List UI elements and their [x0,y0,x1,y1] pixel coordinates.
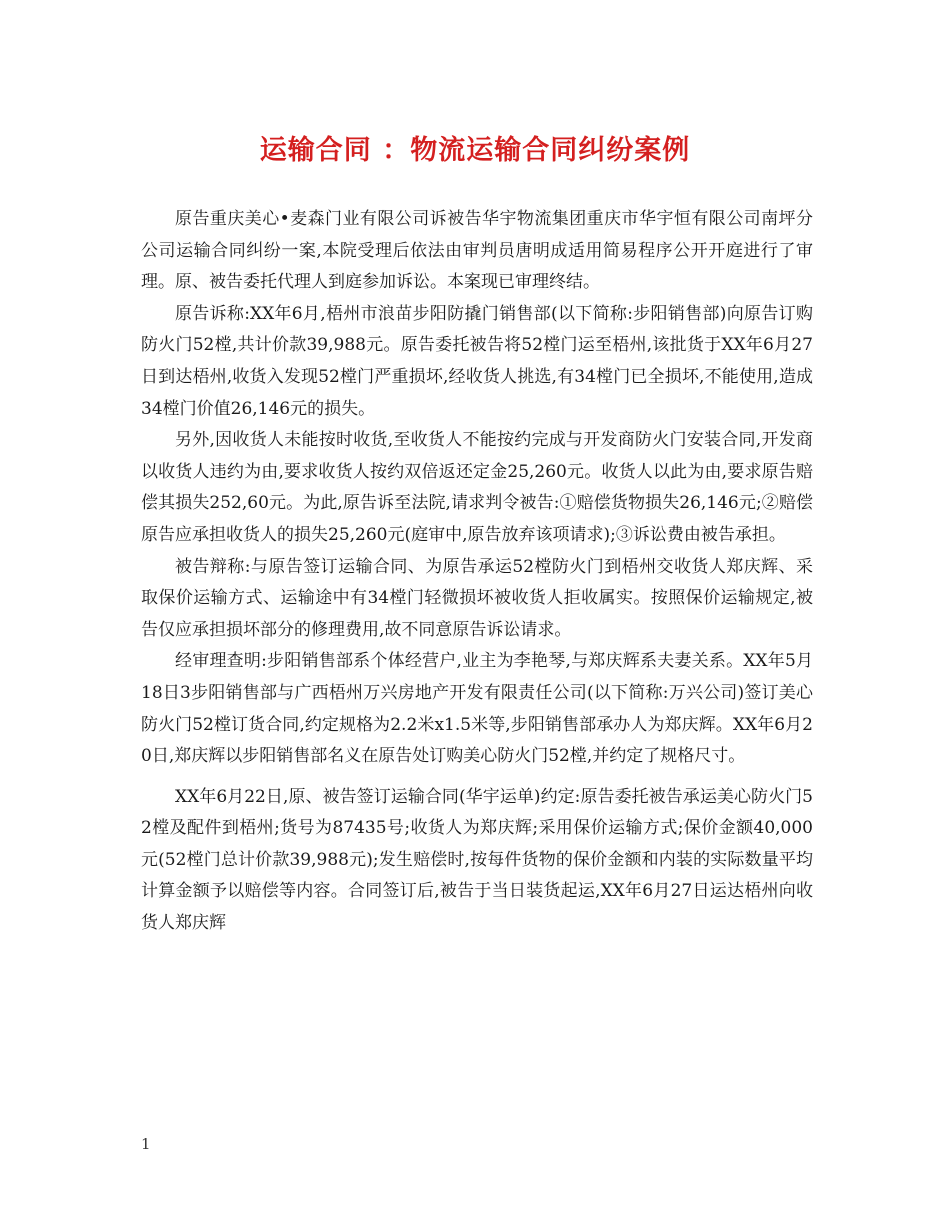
paragraph-court-findings: 经审理查明:步阳销售部系个体经营户,业主为李艳琴,与郑庆辉系夫妻关系。XX年5月18日3步阳销售部与广西梧州万兴房地产开发有限责任公司(以下简称:万兴公司)签订美心防火门52樘订货合同,约定规格为2.2米x1.5米等,步阳销售部承办人为郑庆辉。XX年6月20日,郑庆辉以步阳销售部名义在原告处订购美心防火门52樘,并约定了规格尺寸。 [141,651,813,767]
page-number: 1 [141,1135,151,1153]
paragraph-case-intro: 原告重庆美心•麦森门业有限公司诉被告华宇物流集团重庆市华宇恒有限公司南坪分公司运输合同纠纷一案,本院受理后依法由审判员唐明成适用简易程序公开开庭进行了审理。原、被告委托代理人到庭参加诉讼。本案现已审理终结。 [141,209,813,293]
document-title: 运输合同 ：物流运输合同纠纷案例 [259,135,691,166]
paragraph-plaintiff-claim: 原告诉称:XX年6月,梧州市浪苗步阳防撬门销售部(以下简称:步阳销售部)向原告订购防火门52樘,共计价款39,988元。原告委托被告将52樘门运至梧州,该批货于XX年6月27日到达梧州,收货入发现52樘门严重损坏,经收货人挑选,有34樘门已全损坏,不能使用,造成34樘门价值26,146元的损失。 [141,303,813,419]
paragraph-additional-claim: 另外,因收货人未能按时收货,至收货人不能按约完成与开发商防火门安装合同,开发商以收货人违约为由,要求收货人按约双倍返还定金25,260元。收货人以此为由,要求原告赔偿其损失252,60元。为此,原告诉至法院,请求判令被告:①赔偿货物损失26,146元;②赔偿原告应承担收货人的损失25,260元(庭审中,原告放弃该项请求);③诉讼费由被告承担。 [141,430,813,545]
paragraph-defendant-defense: 被告辩称:与原告签订运输合同、为原告承运52樘防火门到梧州交收货人郑庆辉、采取保价运输方式、运输途中有34樘门轻微损坏被收货人拒收属实。按照保价运输规定,被告仅应承担损坏部分的修理费用,故不同意原告诉讼请求。 [141,556,813,640]
document-body [141,204,813,940]
paragraph-transport-contract: XX年6月22日,原、被告签订运输合同(华宇运单)约定:原告委托被告承运美心防火门52樘及配件到梧州;货号为87435号;收货人为郑庆辉;采用保价运输方式;保价金额40,000元(52樘门总计价款39,988元);发生赔偿时,按每件货物的保价金额和内装的实际数量平均计算金额予以赔偿等内容。合同签订后,被告于当日装货起运,XX年6月27日运达梧州向收货人郑庆辉 [141,786,813,934]
